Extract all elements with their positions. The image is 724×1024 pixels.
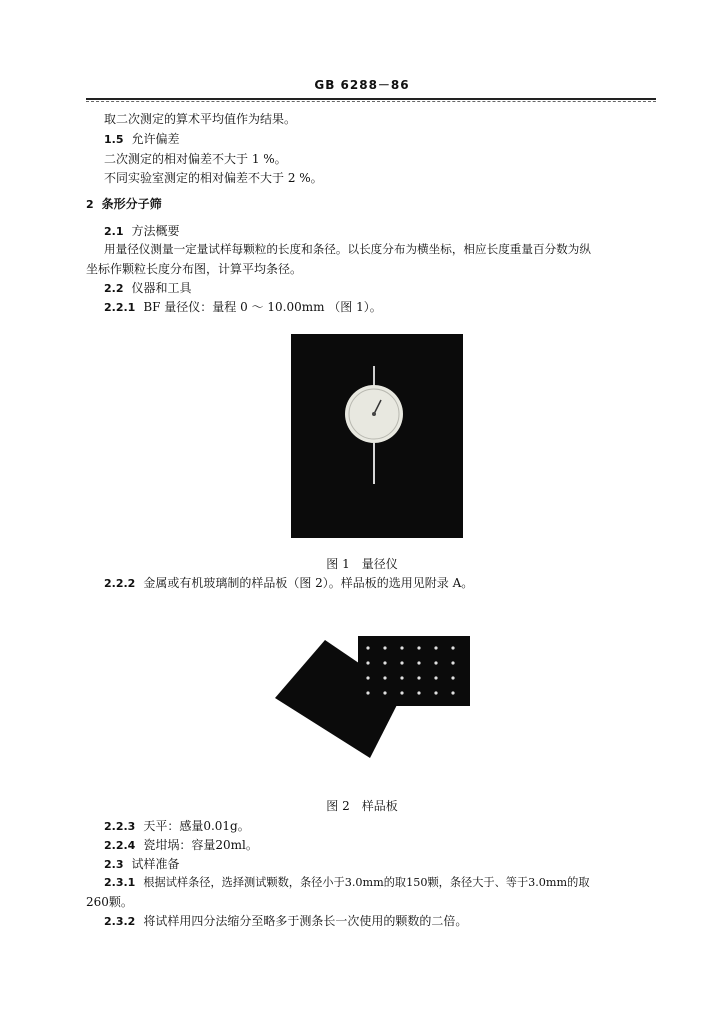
paragraph-line: 用量径仪测量一定量试样每颗粒的长度和条径。以长度分布为横坐标，相应长度重量百分数为纵: [104, 242, 591, 256]
section-2-2-1: [104, 298, 382, 315]
plate-hole: [400, 661, 403, 664]
dial-center: [372, 412, 376, 416]
header-code: GB 6288－86: [314, 78, 410, 92]
section-2-2-2: [104, 574, 473, 591]
section-number: 2.2.3: [104, 820, 136, 833]
section-2-1: [104, 222, 180, 239]
plate-hole: [366, 691, 369, 694]
plate-hole: [434, 661, 437, 664]
plate-hole: [417, 676, 420, 679]
section-text: 金属或有机玻璃制的样品板（图 2）。样品板的选用见附录 A。: [143, 576, 474, 590]
plate-hole: [417, 691, 420, 694]
plate-hole: [434, 646, 437, 649]
section-number: 2.2.2: [104, 577, 136, 590]
section-number: 2.3.1: [104, 876, 136, 889]
section-number: 1.5: [104, 133, 124, 146]
header-rule: [86, 98, 656, 100]
plate-hole: [366, 676, 369, 679]
section-title: 方法概要: [131, 224, 180, 238]
section-number: 2.2.1: [104, 301, 136, 314]
plate-hole: [451, 646, 454, 649]
text-line: 不同实验室测定的相对偏差不大于 2 %。: [104, 171, 323, 185]
figure-2-photo: [270, 628, 480, 760]
section-number: 2.2.4: [104, 839, 136, 852]
section-number: 2.3: [104, 858, 124, 871]
section-2-2: [104, 279, 192, 296]
plate-hole: [417, 661, 420, 664]
plate-hole: [400, 691, 403, 694]
section-2-2-3: [104, 817, 250, 834]
section-2: [86, 195, 162, 212]
header-rule-dashed: [86, 101, 656, 102]
section-text: 瓷坩埚：容量20ml。: [143, 838, 258, 852]
plate-hole: [434, 676, 437, 679]
section-2-3: [104, 855, 180, 872]
section-number: 2: [86, 198, 94, 211]
plate-hole: [451, 661, 454, 664]
section-2-3-2: [104, 912, 467, 929]
plate-hole: [451, 691, 454, 694]
figure-2-caption: 图 2 样品板: [326, 799, 398, 813]
plate-hole: [366, 661, 369, 664]
paragraph-line: 坐标作颗粒长度分布图，计算平均条径。: [86, 262, 303, 276]
section-number: 2.3.2: [104, 915, 136, 928]
plate-hole: [451, 676, 454, 679]
plate-hole: [417, 646, 420, 649]
section-text: 天平：感量0.01g。: [143, 819, 250, 833]
plate-hole: [383, 691, 386, 694]
dial-gauge-image: [291, 334, 463, 538]
figure-1-photo: [291, 334, 463, 538]
text-line: 二次测定的相对偏差不大于 1 %。: [104, 152, 287, 166]
section-text: 将试样用四分法缩分至略多于测条长一次使用的颗数的二倍。: [143, 914, 468, 928]
section-2-3-1: [104, 874, 590, 890]
plate-hole: [383, 676, 386, 679]
section-2-2-4: [104, 836, 258, 853]
section-1-5: [104, 130, 180, 147]
section-text: 根据试样条径，选择测试颗数，条径小于3.0mm的取150颗，条径大于、等于3.0mm的取: [143, 876, 590, 889]
plate-hole: [434, 691, 437, 694]
figure-1-caption: 图 1 量径仪: [326, 557, 398, 571]
plate-hole: [400, 676, 403, 679]
section-title: 允许偏差: [131, 132, 180, 146]
section-title: 试样准备: [131, 857, 180, 871]
section-text: BF 量径仪：量程 0 ～ 10.00mm （图 1）。: [143, 300, 382, 314]
plate-hole: [400, 646, 403, 649]
plate-hole: [383, 646, 386, 649]
plate-hole: [383, 661, 386, 664]
section-title: 条形分子筛: [101, 197, 162, 211]
plate-hole: [366, 646, 369, 649]
text-line: 取二次测定的算术平均值作为结果。: [104, 112, 297, 126]
section-title: 仪器和工具: [131, 281, 192, 295]
section-number: 2.1: [104, 225, 124, 238]
sample-plates-image: [270, 628, 480, 760]
text-line: 260颗。: [86, 895, 133, 909]
section-number: 2.2: [104, 282, 124, 295]
